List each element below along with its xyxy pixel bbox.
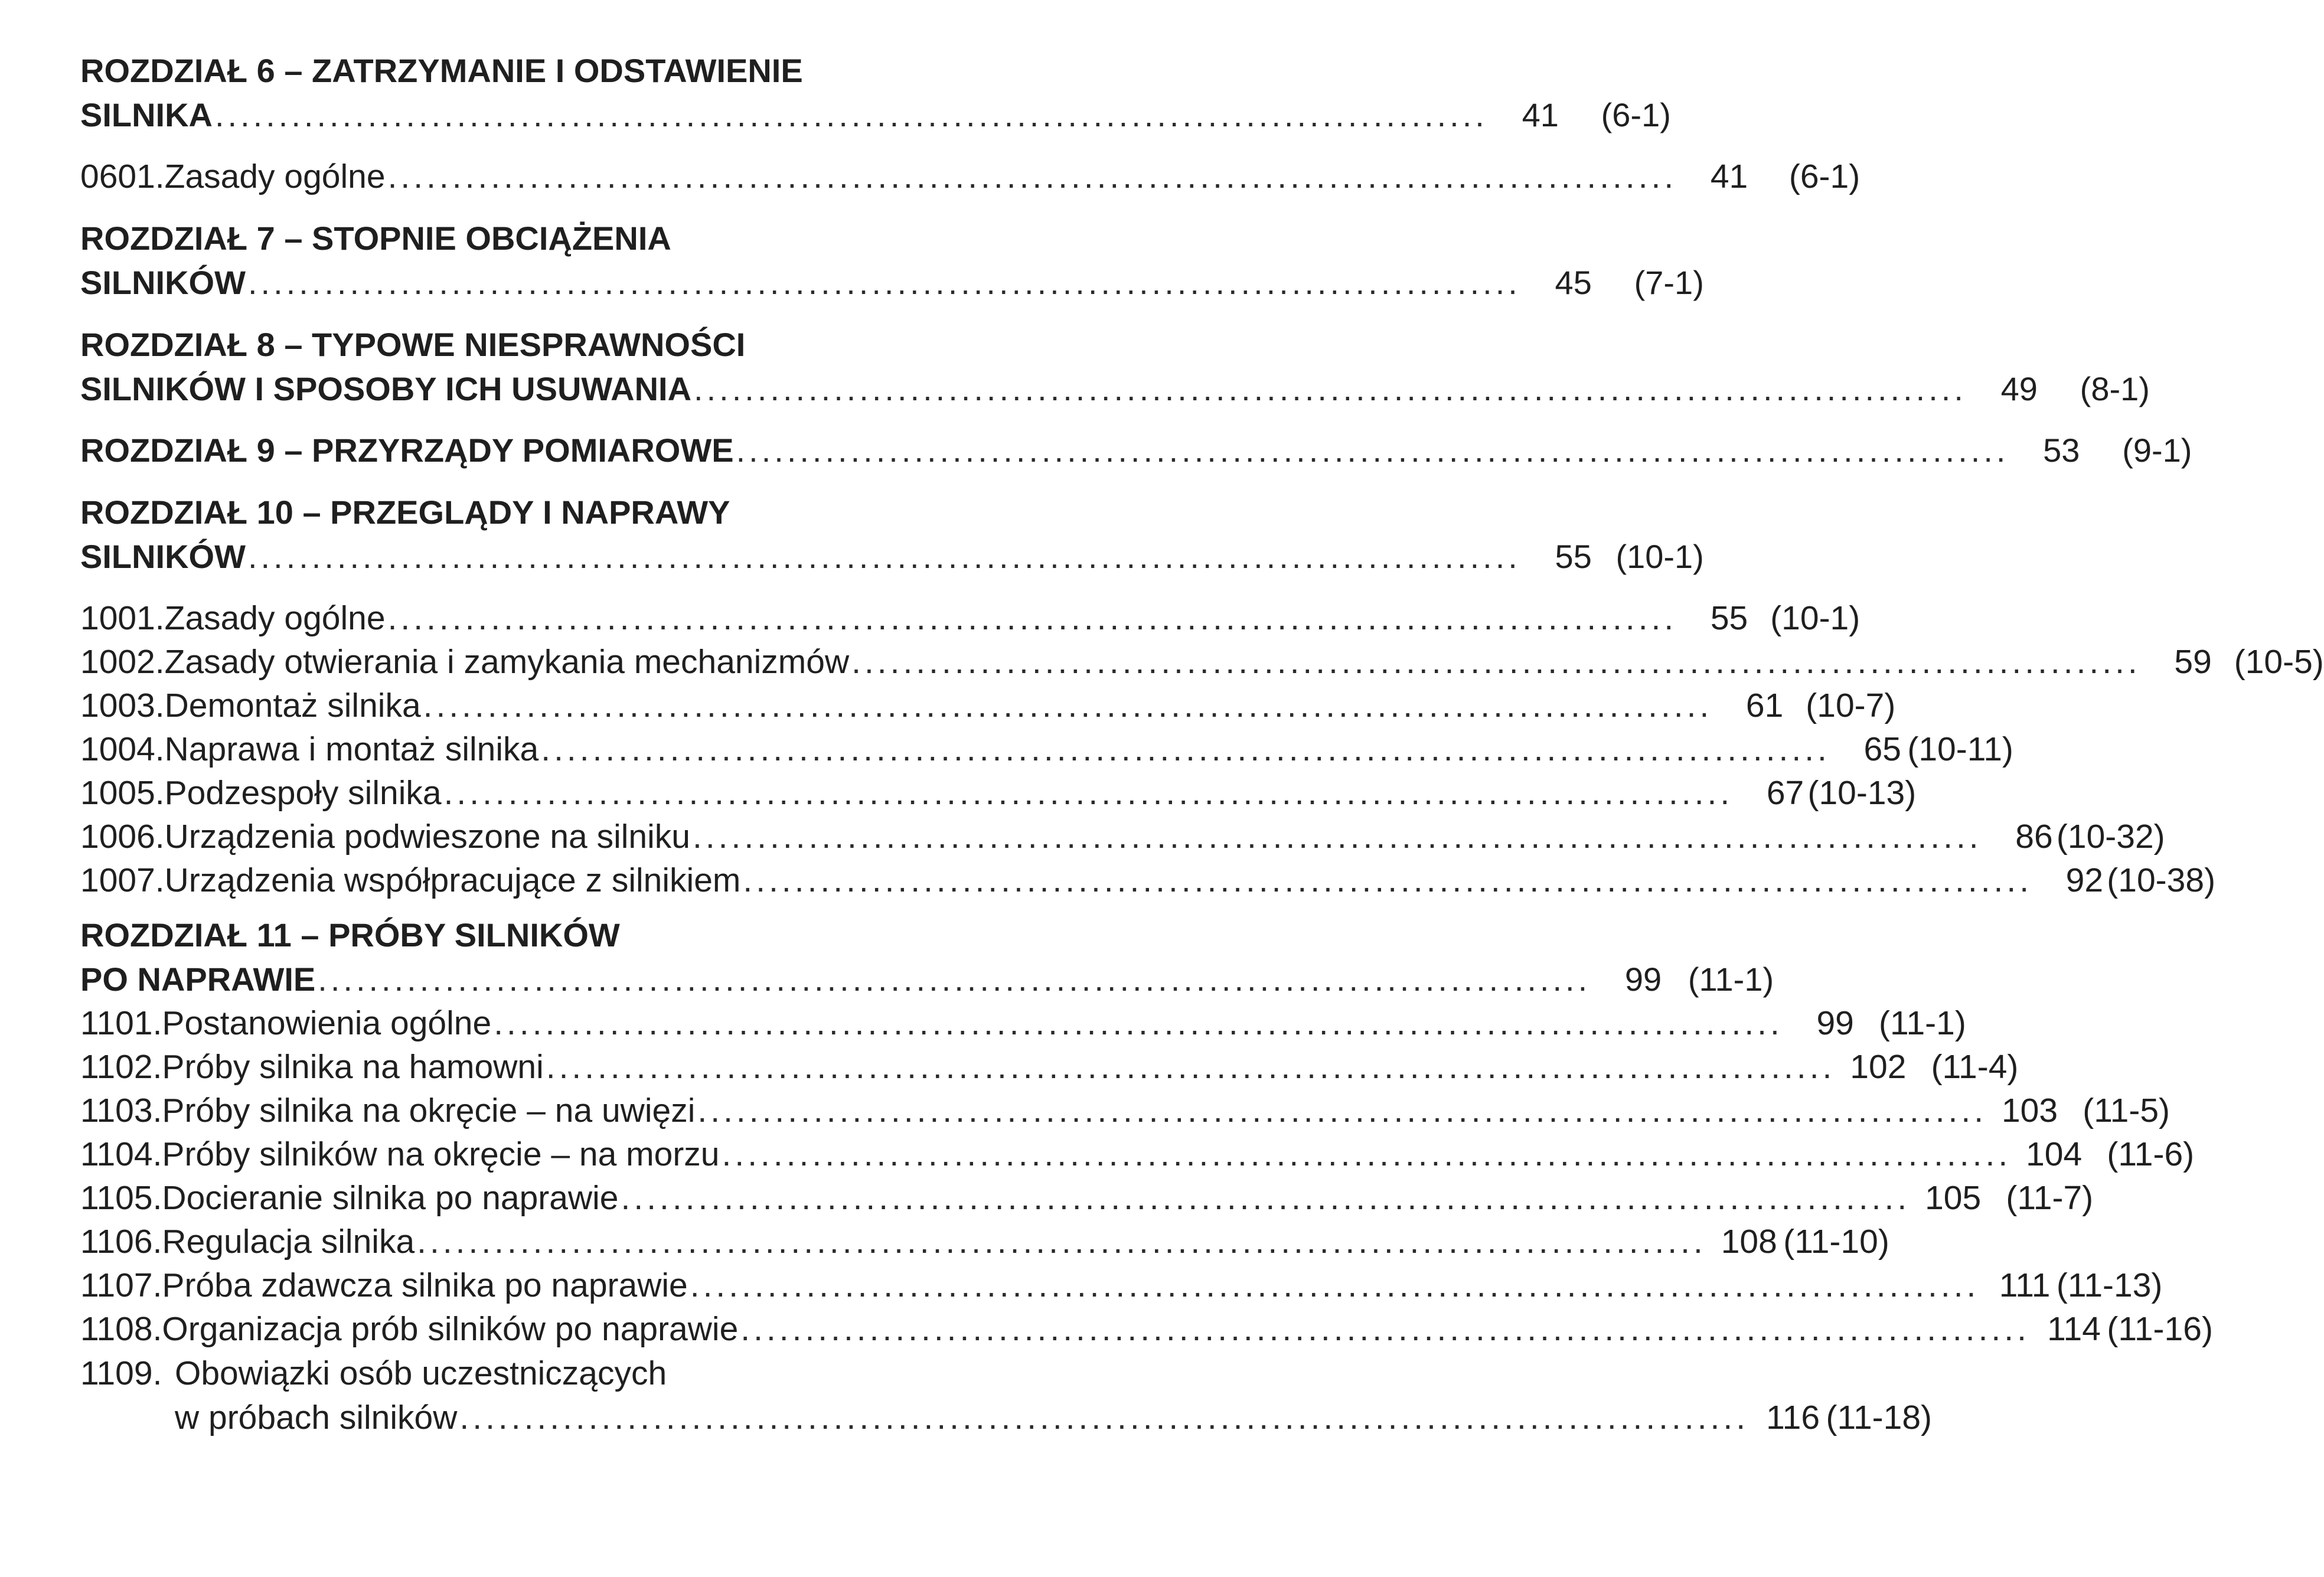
entry-title-line1: Obowiązki osób uczestniczących bbox=[175, 1354, 667, 1392]
leader-dots: .................................................................................................... bbox=[694, 370, 1967, 407]
leader-dots: .................................................................................................... bbox=[693, 818, 1982, 856]
leader-dots: .................................................................................................... bbox=[541, 730, 1830, 768]
section-ref: (8-1) bbox=[2080, 370, 2150, 407]
toc-entry-section bbox=[80, 727, 2013, 771]
section-ref: (9-1) bbox=[2122, 432, 2192, 469]
page-number: 102 bbox=[1850, 1048, 1907, 1086]
leader-dots: .................................................................................................... bbox=[740, 1310, 2030, 1348]
toc-entry-section bbox=[80, 771, 1917, 815]
section-number: 0601. bbox=[80, 158, 165, 195]
entry-title: Organizacja prób silników po naprawie bbox=[162, 1310, 739, 1348]
section-number: 1107. bbox=[80, 1266, 162, 1304]
entry-title: Regulacja silnika bbox=[162, 1223, 415, 1261]
entry-title: Zasady ogólne bbox=[164, 158, 386, 195]
entry-title: Podzespoły silnika bbox=[164, 774, 442, 812]
page-number: 65 bbox=[1863, 730, 1901, 768]
page-number: 114 bbox=[2047, 1310, 2101, 1348]
section-number: 1104. bbox=[80, 1135, 162, 1173]
page-number: 41 bbox=[1710, 158, 1748, 195]
toc-entry-section bbox=[80, 1176, 2094, 1220]
page-number: 108 bbox=[1721, 1223, 1777, 1261]
section-ref: (11-16) bbox=[2107, 1310, 2213, 1348]
leader-dots: .................................................................................................... bbox=[387, 158, 1677, 195]
entry-title: Postanowienia ogólne bbox=[162, 1004, 492, 1042]
section-ref: (11-6) bbox=[2107, 1135, 2195, 1173]
section-ref: (11-1) bbox=[1687, 961, 1774, 998]
section-number: 1001. bbox=[80, 599, 165, 637]
section-ref: (6-1) bbox=[1788, 158, 1860, 195]
leader-dots: .................................................................................................... bbox=[247, 264, 1521, 301]
entry-title: Naprawa i montaż silnika bbox=[164, 730, 539, 768]
entry-title: Demontaż silnika bbox=[164, 687, 421, 724]
entry-title: Próby silnika na okręcie – na uwięzi bbox=[162, 1092, 696, 1129]
leader-dots: .................................................................................................... bbox=[690, 1266, 1980, 1304]
section-ref: (10-38) bbox=[2107, 861, 2216, 899]
entry-title: SILNIKÓW I SPOSOBY ICH USUWANIA bbox=[80, 370, 692, 407]
entry-title: Docieranie silnika po naprawie bbox=[162, 1179, 619, 1217]
page-number: 99 bbox=[1816, 1004, 1854, 1042]
toc-entry-chapter bbox=[80, 429, 2192, 472]
section-ref: (11-1) bbox=[1879, 1004, 1966, 1042]
section-number: 1109. bbox=[80, 1354, 162, 1392]
section-ref: (11-5) bbox=[2083, 1092, 2170, 1129]
toc-entry-section bbox=[80, 155, 1860, 198]
entry-title: Próby silnika na hamowni bbox=[162, 1048, 544, 1086]
section-ref: (10-7) bbox=[1806, 687, 1896, 724]
leader-dots: .................................................................................................... bbox=[722, 1135, 2012, 1173]
leader-dots: .................................................................................................... bbox=[546, 1048, 1836, 1086]
entry-title: Zasady otwierania i zamykania mechanizmów bbox=[164, 643, 850, 681]
entry-title-line1: ROZDZIAŁ 11 – PRÓBY SILNIKÓW bbox=[80, 916, 620, 954]
entry-title: SILNIKÓW bbox=[80, 264, 246, 301]
section-number: 1103. bbox=[80, 1092, 162, 1129]
entry-title: ROZDZIAŁ 9 – PRZYRZĄDY POMIAROWE bbox=[80, 432, 734, 469]
section-ref: (11-10) bbox=[1783, 1223, 1889, 1261]
page-number: 86 bbox=[2015, 818, 2053, 856]
leader-dots: .................................................................................................... bbox=[387, 599, 1677, 637]
leader-dots: .................................................................................................... bbox=[247, 538, 1521, 575]
section-number: 1005. bbox=[80, 774, 165, 812]
toc-entry-chapter bbox=[80, 913, 1774, 1001]
leader-dots: .................................................................................................... bbox=[423, 687, 1713, 724]
toc-entry-section bbox=[80, 1220, 1889, 1263]
entry-title-line1: ROZDZIAŁ 7 – STOPNIE OBCIĄŻENIA bbox=[80, 220, 671, 257]
entry-title-line1: ROZDZIAŁ 6 – ZATRZYMANIE I ODSTAWIENIE bbox=[80, 52, 803, 89]
leader-dots: .................................................................................................... bbox=[459, 1399, 1749, 1436]
toc-entry-chapter bbox=[80, 322, 2150, 411]
section-number: 1105. bbox=[80, 1179, 162, 1217]
section-number: 1108. bbox=[80, 1310, 162, 1348]
page-number: 105 bbox=[1925, 1179, 1982, 1217]
section-number: 1004. bbox=[80, 730, 165, 768]
section-number: 1003. bbox=[80, 687, 165, 724]
page-number: 41 bbox=[1522, 96, 1559, 133]
section-ref: (10-5) bbox=[2234, 643, 2324, 681]
entry-title: Urządzenia współpracujące z silnikiem bbox=[164, 861, 741, 899]
page-number: 59 bbox=[2174, 643, 2212, 681]
entry-title: Zasady ogólne bbox=[164, 599, 386, 637]
entry-title: SILNIKÓW bbox=[80, 538, 246, 575]
section-ref: (10-13) bbox=[1807, 774, 1917, 812]
toc-entry-section bbox=[80, 1089, 2170, 1132]
leader-dots: .................................................................................................... bbox=[494, 1004, 1783, 1042]
section-number: 1007. bbox=[80, 861, 165, 899]
leader-dots: .................................................................................................... bbox=[318, 961, 1591, 998]
toc-entry-section bbox=[80, 1045, 2019, 1089]
section-ref: (11-18) bbox=[1826, 1399, 1933, 1436]
section-ref: (10-1) bbox=[1770, 599, 1860, 637]
leader-dots: .................................................................................................... bbox=[417, 1223, 1706, 1261]
section-number: 1102. bbox=[80, 1048, 162, 1086]
toc-entry-section bbox=[80, 815, 2165, 858]
toc-entry-chapter bbox=[80, 216, 1704, 305]
entry-title: Próby silników na okręcie – na morzu bbox=[162, 1135, 720, 1173]
page-number: 92 bbox=[2065, 861, 2104, 899]
section-number: 1106. bbox=[80, 1223, 162, 1261]
leader-dots: .................................................................................................... bbox=[621, 1179, 1911, 1217]
page-number: 61 bbox=[1745, 687, 1784, 724]
leader-dots: .................................................................................................... bbox=[851, 643, 2141, 681]
leader-dots: .................................................................................................... bbox=[743, 861, 2033, 899]
section-ref: (7-1) bbox=[1634, 264, 1704, 301]
section-number: 1006. bbox=[80, 818, 165, 856]
toc-entry-section bbox=[80, 858, 2216, 902]
leader-dots: .................................................................................................... bbox=[215, 96, 1488, 133]
toc-entry-section bbox=[80, 1351, 1933, 1439]
entry-title: w próbach silników bbox=[175, 1399, 458, 1436]
section-ref: (10-1) bbox=[1615, 538, 1704, 575]
table-of-contents bbox=[80, 48, 2324, 1439]
page-number: 55 bbox=[1555, 538, 1592, 575]
toc-entry-section bbox=[80, 1307, 2213, 1351]
page-number: 104 bbox=[2026, 1135, 2083, 1173]
leader-dots: .................................................................................................... bbox=[697, 1092, 1987, 1129]
section-ref: (6-1) bbox=[1601, 96, 1671, 133]
toc-entry-section bbox=[80, 640, 2324, 684]
toc-entry-section bbox=[80, 596, 1860, 640]
toc-entry-section bbox=[80, 1132, 2195, 1176]
page-number: 55 bbox=[1710, 599, 1748, 637]
toc-entry-chapter bbox=[80, 48, 1671, 137]
section-ref: (11-13) bbox=[2056, 1266, 2163, 1304]
section-ref: (10-11) bbox=[1907, 730, 2013, 768]
toc-entry-section bbox=[80, 1263, 2163, 1307]
page-number: 99 bbox=[1624, 961, 1662, 998]
entry-title: PO NAPRAWIE bbox=[80, 961, 316, 998]
section-ref: (11-7) bbox=[2006, 1179, 2094, 1217]
entry-title-line1: ROZDZIAŁ 8 – TYPOWE NIESPRAWNOŚCI bbox=[80, 326, 746, 363]
section-ref: (10-32) bbox=[2056, 818, 2165, 856]
toc-entry-chapter bbox=[80, 490, 1704, 579]
entry-title-line1: ROZDZIAŁ 10 – PRZEGLĄDY I NAPRAWY bbox=[80, 494, 730, 531]
page-number: 49 bbox=[2000, 370, 2038, 407]
section-number: 1002. bbox=[80, 643, 165, 681]
page-number: 103 bbox=[2001, 1092, 2058, 1129]
section-number: 1101. bbox=[80, 1004, 162, 1042]
page-number: 53 bbox=[2043, 432, 2080, 469]
leader-dots: .................................................................................................... bbox=[736, 432, 2009, 469]
section-ref: (11-4) bbox=[1931, 1048, 2019, 1086]
toc-entry-section bbox=[80, 1001, 1966, 1045]
entry-title: SILNIKA bbox=[80, 96, 213, 133]
page-number: 116 bbox=[1766, 1399, 1820, 1436]
toc-entry-section bbox=[80, 684, 1896, 727]
page-number: 111 bbox=[1999, 1266, 2051, 1304]
page-number: 45 bbox=[1555, 264, 1592, 301]
leader-dots: .................................................................................................... bbox=[443, 774, 1734, 812]
entry-title: Urządzenia podwieszone na silniku bbox=[164, 818, 690, 856]
entry-title: Próba zdawcza silnika po naprawie bbox=[162, 1266, 688, 1304]
page-number: 67 bbox=[1766, 774, 1804, 812]
